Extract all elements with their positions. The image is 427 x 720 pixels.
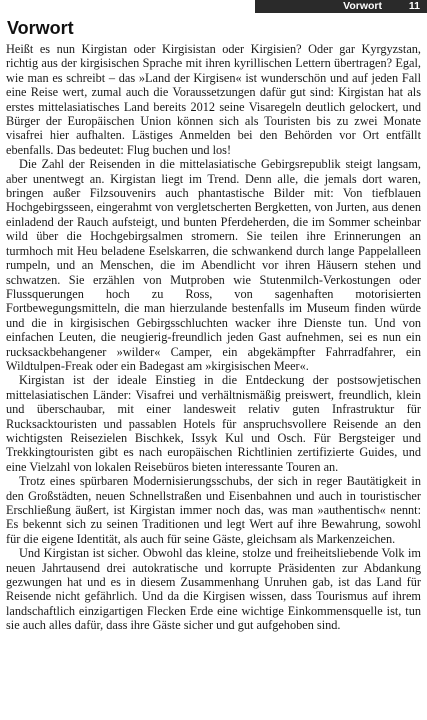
paragraph-2: Die Zahl der Reisenden in die mittelasiatische Gebirgsrepublik steigt langsam, aber unentwegt an. Kirgistan liegt im Trend. Denn alle, die jemals dort waren, bringen außer Filzsouvenirs auch phantastische Bilder mit: Von tiefblauen Hochgebirgsseen, eingerahmt von vergletscherten Bergketten, von Jurten, aus denen einladend der Rauch aufsteigt, und bunten Pferdeherden, die im Sommer scheinbar wild über die Hochgebirgsalmen stromern. Sie teilen ihre Erinnerungen an turmhoch mit Heu beladene Eselskarren, die schwankend durch lange Pappelalleen rumpeln, und an Menschen, die im Abendlicht vor ihren Häusern stehen und schwatzen. Sie erzählen von Mutproben wie Stutenmilch-Verkostungen oder Flussquerungen hoch zu Ross, von sagenhaften motorisierten Fortbewegungsmitteln, die man hierzulande bestenfalls im Museum finden würde und die in kirgisischen Gebirgsschluchten wacker ihre Dienste tun. Und von einfachen Leuten, die neugierig-freundlich jeden Gast aufnehmen, sei es nun ein rucksackbehangener »wilder« Camper, ein abgekämpfter Fahrradfahrer, ein Wildtulpen-Freak oder ein Badegast am »kirgisischen Meer«.	[6, 157, 421, 373]
paragraph-3: Kirgistan ist der ideale Einstieg in die Entdeckung der postsowjetischen mittelasiatischen Länder: Visafrei und verhältnismäßig preiswert, freundlich, klein und überschaubar, mit einer landesweit relativ guten Infrastruktur für Rucksacktouristen und passablen Hotels für anspruchsvollere Reisende an den wichtigsten Reisezielen Bischkek, Issyk Kul und Osch. Für Bergsteiger und Trekkingtouristen gibt es nach europäischen Richtlinien zertifizierte Guides, und eine Vielzahl von lokalen Reisebüros bieten interessante Touren an.	[6, 373, 421, 474]
chapter-title: Vorwort	[7, 18, 74, 38]
paragraph-1: Heißt es nun Kirgistan oder Kirgisistan oder Kirgisien? Oder gar Kyrgyzstan, richtig aus der kirgisischen Sprache mit ihren kyrillischen Lettern übertragen? Egal, wie man es schreibt – das »Land der Kirgisen« ist wunderschön und auf jeden Fall eine Reise wert, zumal auch die Voraussetzungen dafür gut sind: Kirgistan hat als erstes mittelasiatisches Land bereits 2012 seine Visaregeln deutlich gelockert, und Bürger der Europäischen Union können sich als Touristen bis zu zwei Monate visafrei hier aufhalten. Lästiges Anmelden bei den Behörden vor Ort entfällt ebenfalls. Das bedeutet: Flug buchen und los!	[6, 42, 421, 157]
header-section-title: Vorwort	[343, 0, 382, 12]
page-number: 11	[408, 0, 420, 12]
paragraph-4: Trotz eines spürbaren Modernisierungsschubs, der sich in reger Bautätigkeit in den Großstädten, neuen Schnellstraßen und Eisenbahnen und auch in touristischer Erschließung äußert, ist Kirgistan immer noch das, was man »authentisch« nennt: Es bekennt sich zu seinen Traditionen und legt Wert auf ihre Bewahrung, sowohl für die eigene Identität, als auch für seine Gäste, gleichsam als Markenzeichen.	[6, 474, 421, 546]
running-header	[0, 0, 427, 15]
paragraph-5: Und Kirgistan ist sicher. Obwohl das kleine, stolze und freiheitsliebende Volk im neuen Jahrtausend drei autokratische und korrupte Präsidenten zur Abdankung gezwungen hat und es in diesem Zusammenhang Unruhen gab, ist das Land für Reisende nicht gefährlich. Und da die Kirgisen wissen, dass Tourismus auf ihrem landschaftlich einzigartigen Flecken Erde eine wichtige Einkommensquelle ist, tun sie auch alles dafür, dass ihre Gäste sicher und gut aufgehoben sind.	[6, 546, 421, 633]
body-text	[6, 42, 421, 633]
